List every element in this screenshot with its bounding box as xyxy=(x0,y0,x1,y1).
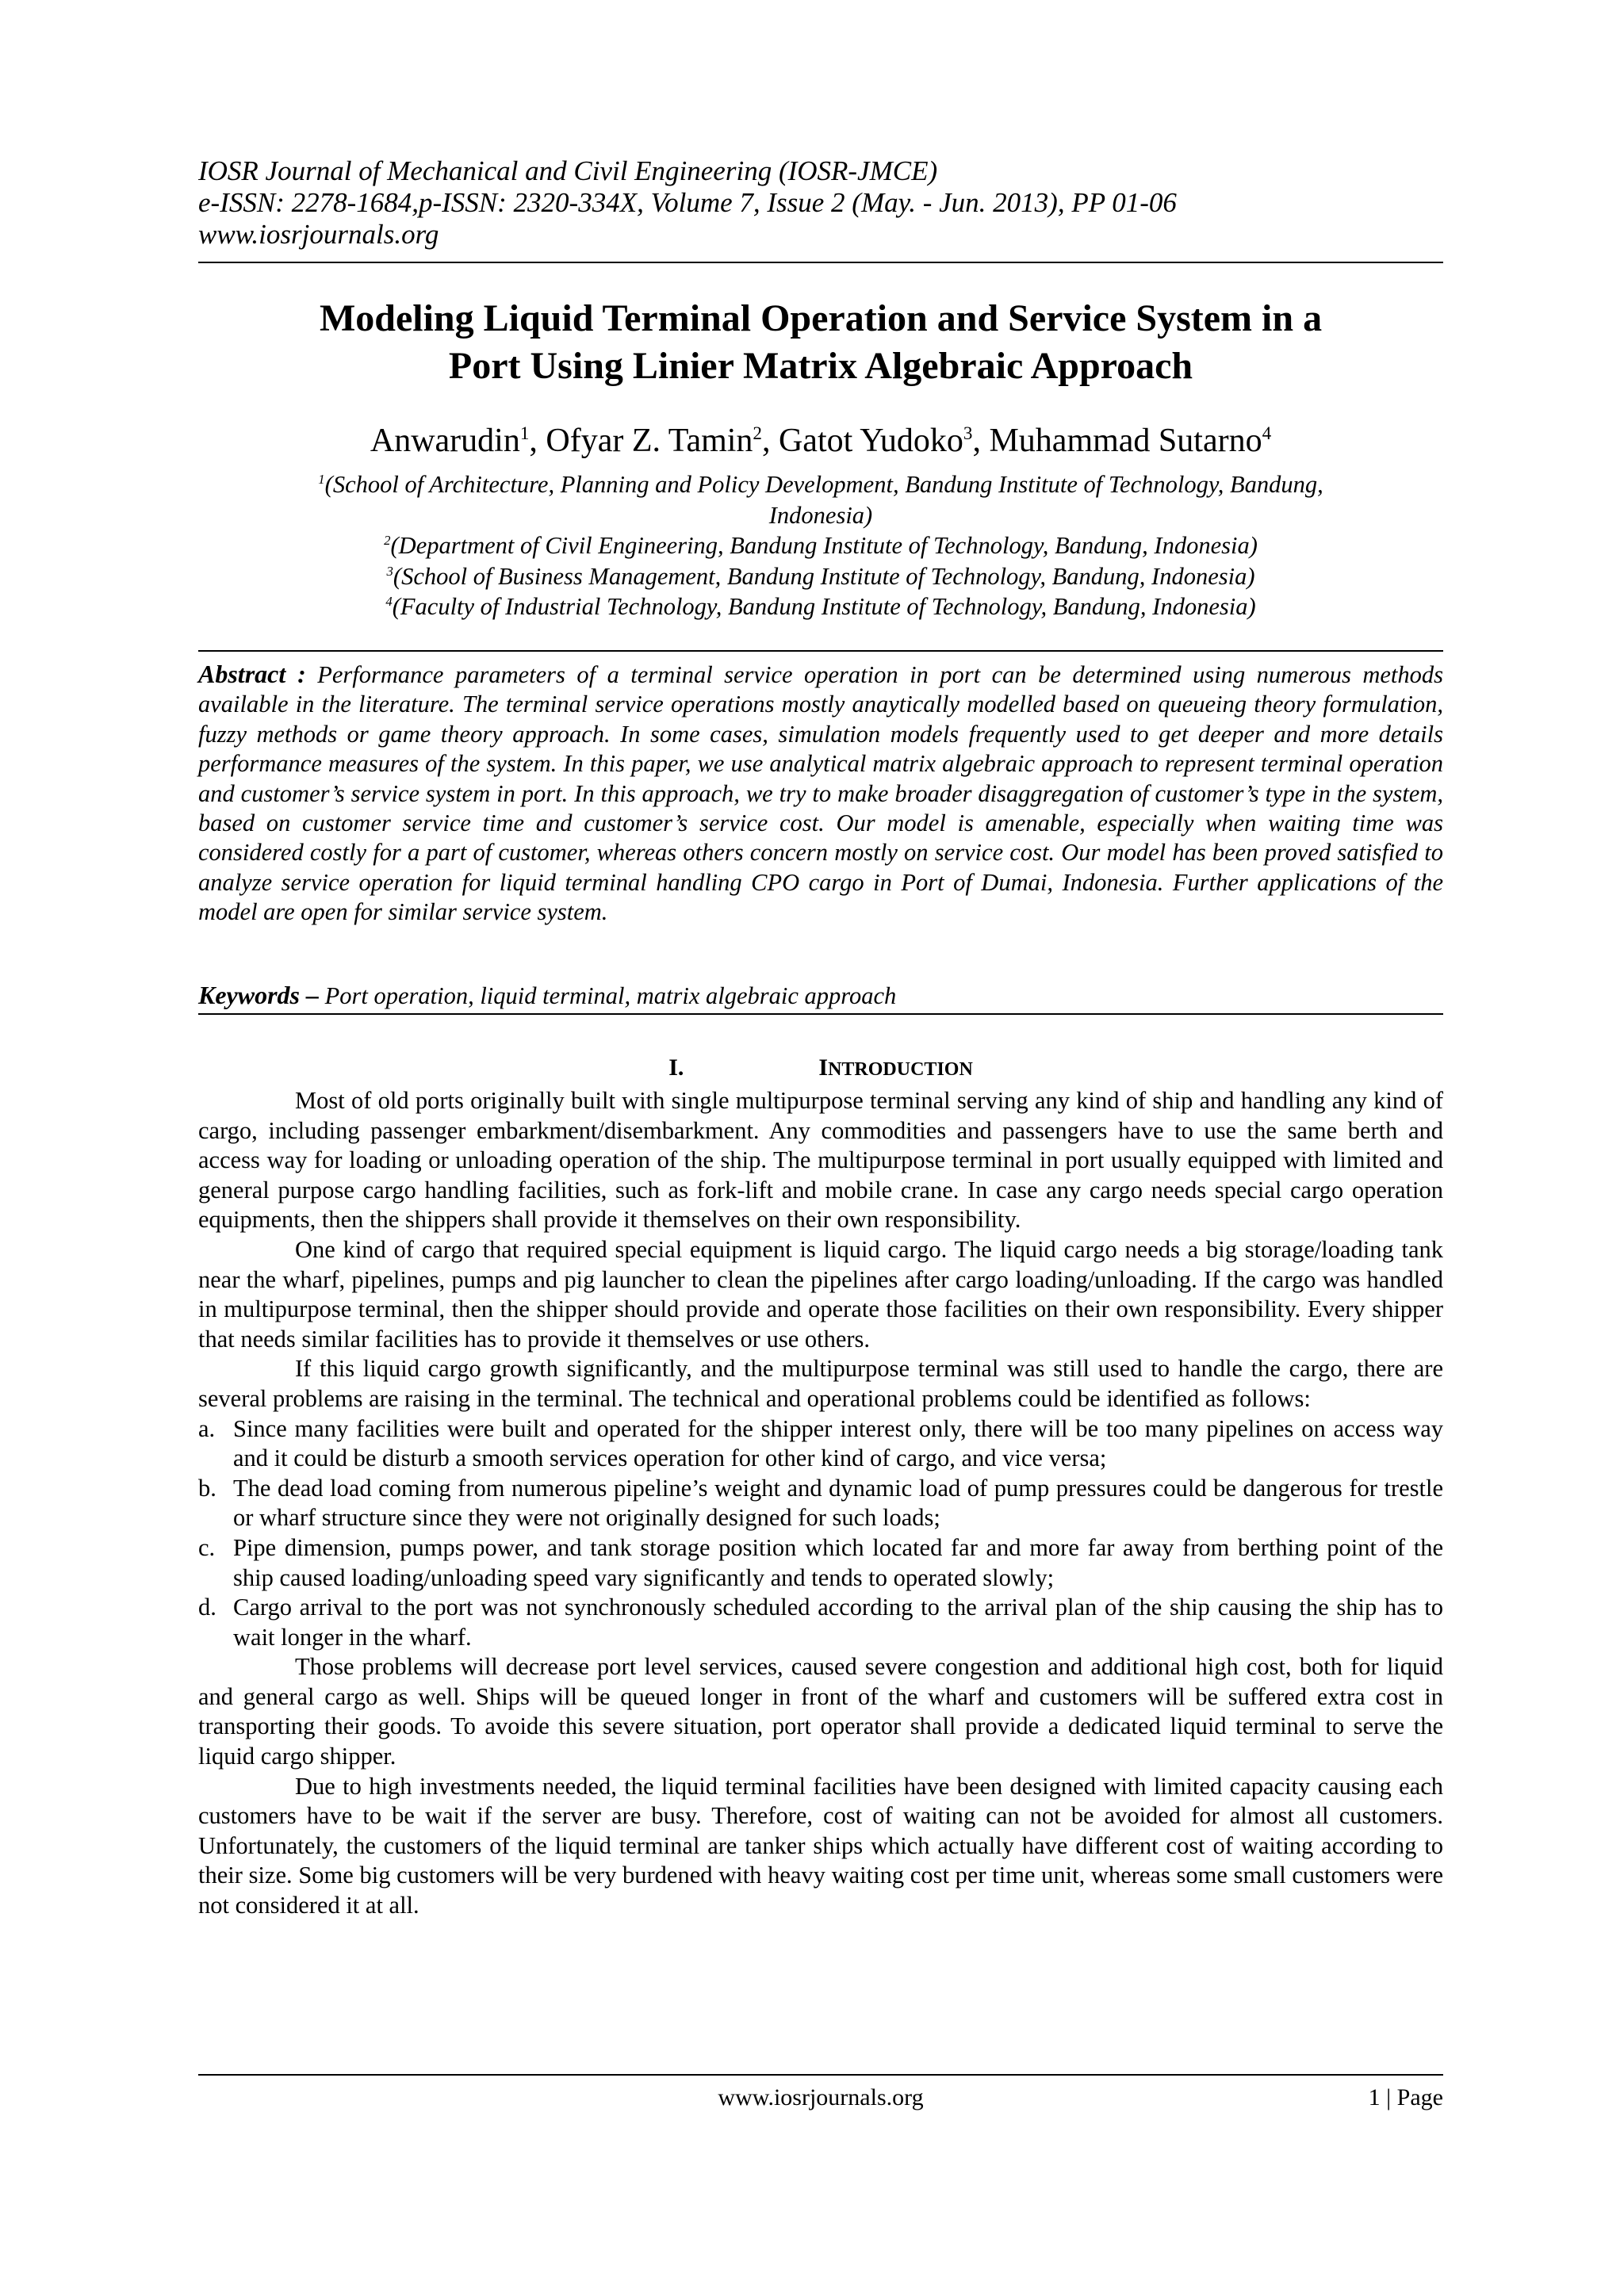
list-item xyxy=(198,1593,1443,1652)
list-item-text: Cargo arrival to the port was not synchronously scheduled according to the arrival plan of the ship causing the ship has to wait longer in the wharf. xyxy=(233,1594,1443,1651)
problem-list xyxy=(198,1414,1443,1653)
journal-issn-volume: e-ISSN: 2278-1684,p-ISSN: 2320-334X, Volume 7, Issue 2 (May. - Jun. 2013), PP 01-06 xyxy=(198,187,1177,218)
author-name: Muhammad Sutarno xyxy=(989,423,1262,459)
author-affil-marker: 4 xyxy=(1262,423,1272,443)
author-name: Anwarudin xyxy=(370,423,520,459)
section-title-initial: I xyxy=(818,1054,829,1081)
affiliation-3 xyxy=(198,561,1443,592)
affiliation-marker: 4 xyxy=(385,593,393,609)
journal-name: IOSR Journal of Mechanical and Civil Engineering (IOSR-JMCE) xyxy=(198,155,938,186)
author-separator: , xyxy=(529,423,546,459)
introduction-body xyxy=(198,1086,1443,1921)
section-number: I. xyxy=(668,1054,684,1081)
body-paragraph: Those problems will decrease port level services, caused severe congestion and additional high cost, both for liquid and general cargo as well. Ships will be queued longer in front of the wharf and customers will be suffered extra cost in transporting their goods. To avoide this severe situation, port operator shall provide a dedicated liquid terminal to serve the liquid cargo shipper. xyxy=(198,1653,1443,1770)
footer-divider xyxy=(198,2074,1443,2076)
body-paragraph: If this liquid cargo growth significantly, and the multipurpose terminal was still used to handle the cargo, there are several problems are raising in the terminal. The technical and operational problems could be identified as follows: xyxy=(198,1355,1443,1412)
list-marker: c. xyxy=(198,1533,216,1561)
footer-website: www.iosrjournals.org xyxy=(718,2084,924,2110)
author-affil-marker: 1 xyxy=(519,423,530,443)
abstract-text: Performance parameters of a terminal service operation in port can be determined using numerous methods available in the literature. The terminal service operations mostly anaytically modelled based on queueing theory formulation, fuzzy methods or game theory approach. In some cases, simulation models frequently used to get deeper and more details performance measures of the system. In this paper, we use analytical matrix algebraic approach to represent terminal operation and customer’s service system in port. In this approach, we try to make broader disaggregation of customer’s type in the system, based on customer service time and customer’s service cost. Our model is amenable, especially when waiting time was considered costly for a part of customer, whereas others concern mostly on service cost. Our model has been proved satisfied to analyze service operation for liquid terminal handling CPO cargo in Port of Dumai, Indonesia. Further applications of the model are open for similar service system. xyxy=(198,661,1443,926)
title-line-2: Port Using Linier Matrix Algebraic Approach xyxy=(448,345,1193,387)
body-paragraph: Due to high investments needed, the liquid terminal facilities have been designed with limited capacity causing each customers have to be wait if the server are busy. Therefore, cost of waiting can not be avoided for almost all customers. Unfortunately, the customers of the liquid terminal are tanker ships which actually have different cost of waiting according to their size. Some big customers will be very burdened with heavy waiting cost per time unit, whereas some small customers were not considered it at all. xyxy=(198,1772,1443,1919)
abstract xyxy=(198,660,1443,928)
list-item-text: The dead load coming from numerous pipeline’s weight and dynamic load of pump pressures could be dangerous for trestle or wharf structure since they were not originally designed for such loads; xyxy=(233,1474,1443,1532)
keywords xyxy=(198,979,1443,1012)
keywords-label: Keywords – xyxy=(198,981,319,1009)
affiliation-marker: 2 xyxy=(384,532,391,548)
section-title-rest: NTRODUCTION xyxy=(828,1059,973,1080)
list-item-text: Since many facilities were built and operated for the shipper interest only, there will be too many pipelines on access way and it could be disturb a smooth services operation for other kind of cargo, and vice versa; xyxy=(233,1414,1443,1472)
list-item-text: Pipe dimension, pumps power, and tank storage position which located far and more far away from berthing point of the ship caused loading/unloading speed vary significantly and tends to operated slowly; xyxy=(233,1533,1443,1591)
affiliation-list xyxy=(198,469,1443,622)
affiliation-1-continued: Indonesia) xyxy=(768,501,873,529)
author-affil-marker: 2 xyxy=(753,423,762,443)
affiliation-4 xyxy=(198,591,1443,622)
body-paragraph: Most of old ports originally built with single multipurpose terminal serving any kind of ship and handling any kind of cargo, including passenger embarkment/disembarkment. Any commodities and passengers have to use the same berth and access way for loading or unloading operation of the ship. The multipurpose terminal in port usually equipped with limited and general purpose cargo handling facilities, such as fork-lift and mobile crane. In case any cargo needs special cargo operation equipments, then the shippers shall provide it themselves on their own responsibility. xyxy=(198,1087,1443,1234)
paper-title xyxy=(198,295,1443,390)
list-marker: b. xyxy=(198,1474,216,1502)
author-affil-marker: 3 xyxy=(963,423,973,443)
list-item xyxy=(198,1414,1443,1474)
keywords-bottom-divider xyxy=(198,1013,1443,1015)
journal-header xyxy=(198,155,1443,251)
affiliation-2 xyxy=(198,530,1443,561)
abstract-top-divider xyxy=(198,650,1443,652)
affiliation-text: (Faculty of Industrial Technology, Bandung Institute of Technology, Bandung, Indonesia) xyxy=(392,593,1256,620)
section-heading xyxy=(198,1052,1443,1085)
keywords-text: Port operation, liquid terminal, matrix algebraic approach xyxy=(324,982,897,1009)
affiliation-text: (School of Business Management, Bandung Institute of Technology, Bandung, Indonesia) xyxy=(393,562,1255,590)
list-item xyxy=(198,1533,1443,1593)
affiliation-marker: 1 xyxy=(318,471,325,487)
page-number: 1 | Page xyxy=(1368,2084,1443,2110)
author-separator: , xyxy=(761,423,779,459)
list-item xyxy=(198,1474,1443,1533)
journal-website: www.iosrjournals.org xyxy=(198,219,439,250)
abstract-label: Abstract : xyxy=(198,660,306,688)
body-paragraph: One kind of cargo that required special equipment is liquid cargo. The liquid cargo needs a big storage/loading tank near the wharf, pipelines, pumps and pig launcher to clean the pipelines after cargo loading/unloading. If the cargo was handled in multipurpose terminal, then the shipper should provide and operate those facilities on their own responsibility. Every shipper that needs similar facilities has to provide it themselves or use others. xyxy=(198,1235,1443,1353)
header-divider xyxy=(198,262,1443,263)
author-list xyxy=(198,420,1443,461)
author-name: Ofyar Z. Tamin xyxy=(546,423,753,459)
author-separator: , xyxy=(972,423,990,459)
affiliation-1 xyxy=(198,469,1443,500)
affiliation-marker: 3 xyxy=(386,563,393,579)
title-line-1: Modeling Liquid Terminal Operation and Service System in a xyxy=(319,297,1323,339)
author-name: Gatot Yudoko xyxy=(778,423,963,459)
list-marker: d. xyxy=(198,1594,216,1621)
list-marker: a. xyxy=(198,1414,216,1442)
affiliation-text: (School of Architecture, Planning and Policy Development, Bandung Institute of Technology, Bandung, xyxy=(324,471,1323,498)
affiliation-text: (Department of Civil Engineering, Bandung Institute of Technology, Bandung, Indonesia) xyxy=(390,532,1258,559)
